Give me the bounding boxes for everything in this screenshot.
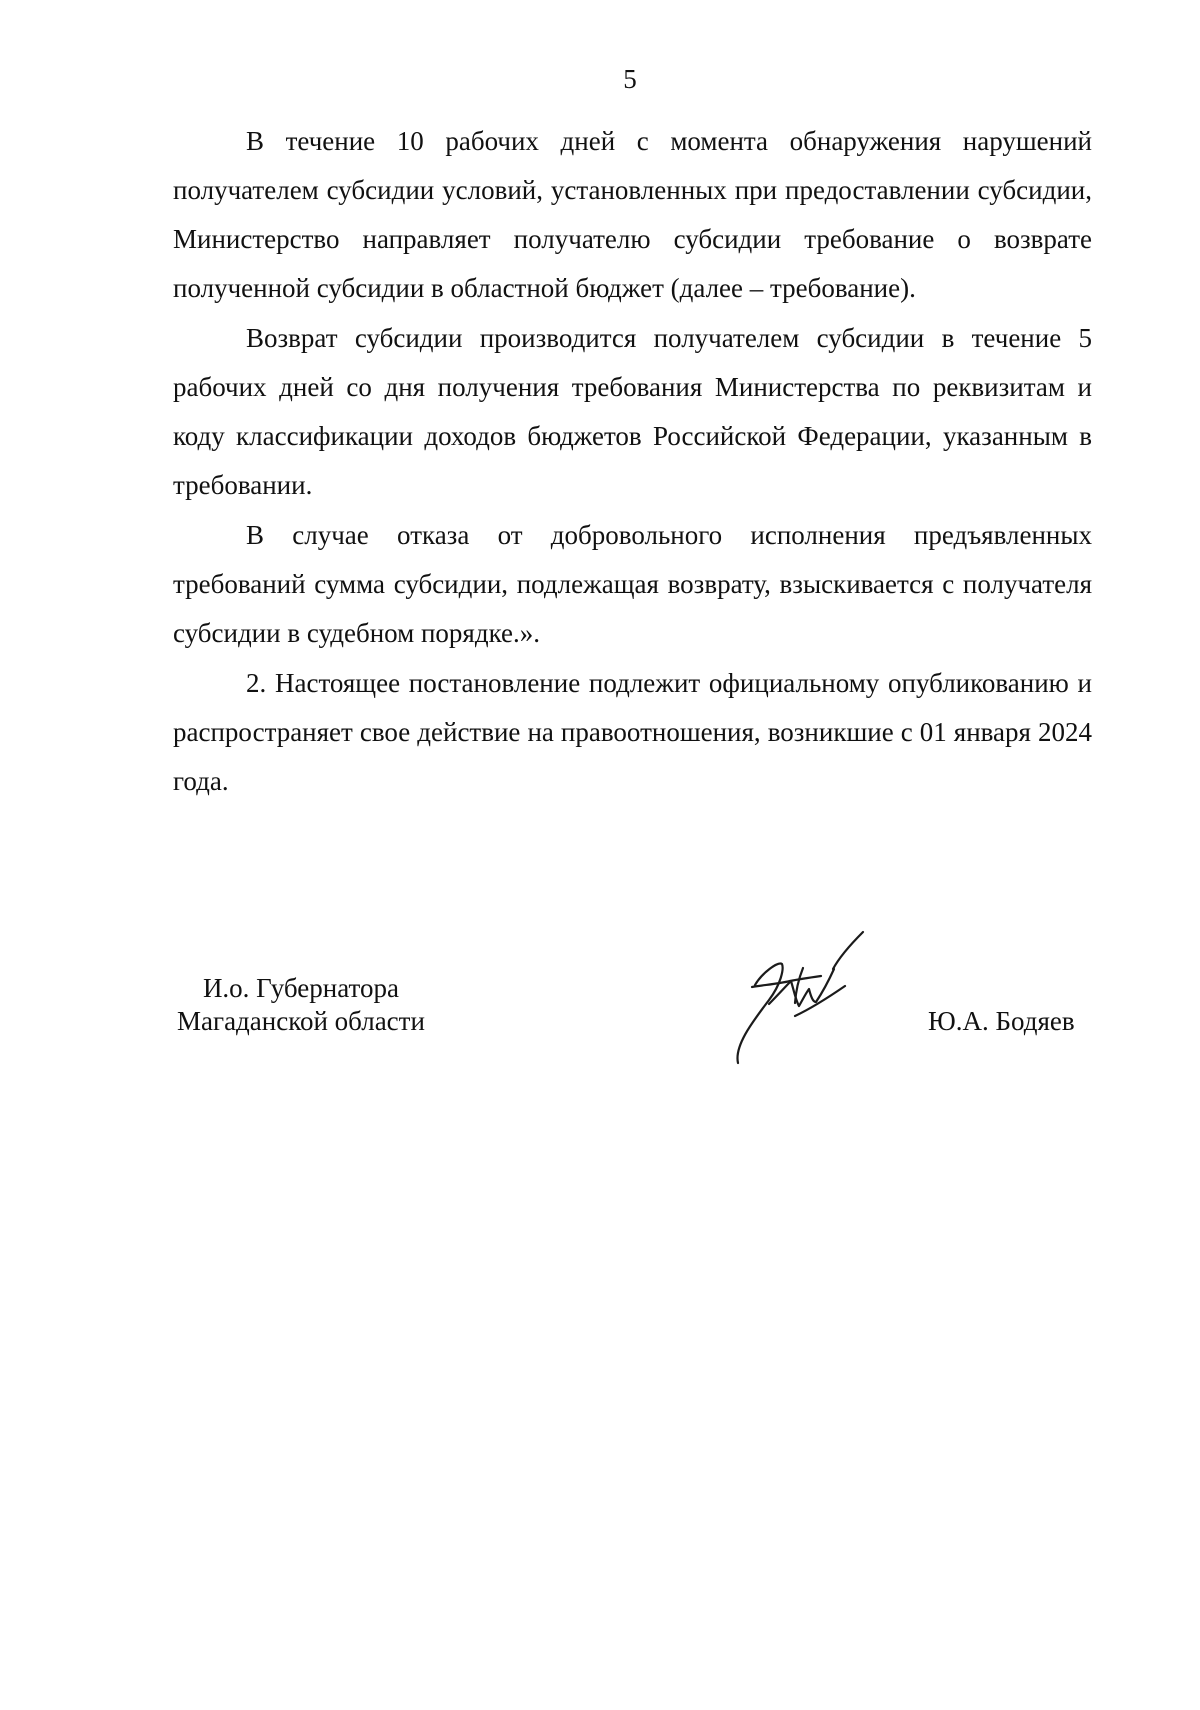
paragraph-refund-demand: В течение 10 рабочих дней с момента обнаружения нарушений получателем субсидии условий, установленных при предоставлении субсидии, Министерство направляет получателю субсидии требование о возврате полученной субсидии в областной бюджет (далее – требование). <box>173 126 1092 303</box>
paragraph-publication-clause: 2. Настоящее постановление подлежит официальному опубликованию и распространяет свое действие на правоотношения, возникшие с 01 января 2024 года. <box>173 668 1092 796</box>
paragraph-judicial-recovery: В случае отказа от добровольного исполнения предъявленных требований сумма субсидии, подлежащая возврату, взыскивается с получателя субсидии в судебном порядке.». <box>173 520 1092 648</box>
paragraph-refund-procedure: Возврат субсидии производится получателем субсидии в течение 5 рабочих дней со дня получения требования Министерства по реквизитам и коду классификации доходов бюджетов Российской Федерации, указанным в требовании. <box>173 323 1092 500</box>
document-body <box>173 117 1092 806</box>
signer-name: Ю.А. Бодяев <box>928 1006 1075 1036</box>
signer-title-line-1: И.о. Губернатора <box>202 973 399 1003</box>
signature-block <box>0 930 1200 1080</box>
signer-title-line-2: Магаданской области <box>177 1006 425 1036</box>
signer-title <box>177 972 425 1038</box>
page-number: 5 <box>623 64 637 94</box>
handwritten-signature-icon <box>708 930 873 1070</box>
